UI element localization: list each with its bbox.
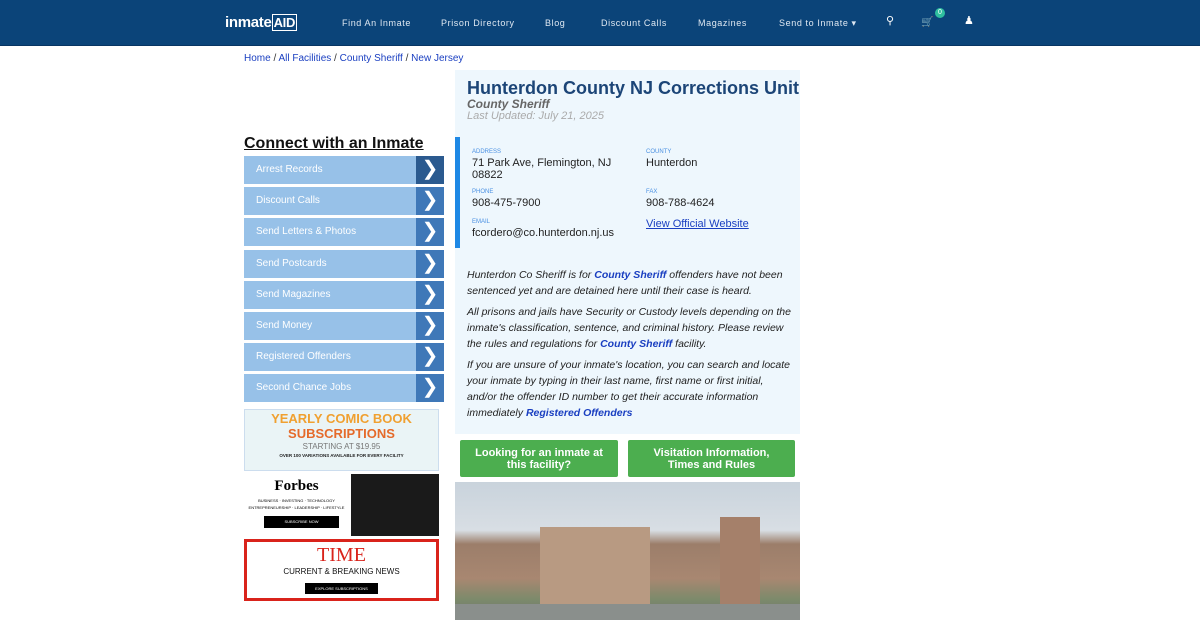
search-icon[interactable]: ⚲ (886, 15, 895, 27)
last-updated: Last Updated: July 21, 2025 (467, 110, 604, 122)
item-label: Second Chance Jobs (256, 382, 352, 394)
county-sheriff-link[interactable]: County Sheriff (600, 338, 673, 350)
time-ad[interactable] (244, 539, 439, 601)
visitation-info-button[interactable]: Visitation Information, Times and Rules (628, 440, 795, 477)
fax-value: 908-788-4624 (646, 197, 715, 209)
item-label: Discount Calls (256, 195, 320, 207)
sidebar-item-send-letters[interactable] (244, 218, 444, 246)
ad-text: OVER 100 VARIATIONS AVAILABLE FOR EVERY FACILITY (279, 453, 404, 458)
chevron-right-icon: ❯ (416, 156, 444, 184)
facility-type: County Sheriff (467, 97, 550, 111)
chevron-right-icon: ❯ (416, 281, 444, 309)
nav-find-an-inmate[interactable]: Find An Inmate (342, 18, 411, 28)
phone-value: 908-475-7900 (472, 197, 541, 209)
sidebar-item-discount-calls[interactable] (244, 187, 444, 215)
sidebar-item-send-magazines[interactable] (244, 281, 444, 309)
description-paragraph (467, 357, 792, 421)
ad-text: CURRENT & BREAKING NEWS (283, 567, 400, 576)
breadcrumb: Home / All Facilities / County Sheriff / New Jersey (244, 53, 464, 64)
item-label: Send Letters & Photos (256, 226, 357, 238)
facility-title: Hunterdon County NJ Corrections Unit (467, 78, 799, 98)
nav-prison-directory[interactable]: Prison Directory (441, 18, 515, 28)
ad-text: SUBSCRIBE NOW (264, 516, 339, 528)
text: If you are unsure of your inmate's location, you can search and locate your inmate by typing in their last name, first name or first initial, and/or the offender ID number to get their accurate information immediately (467, 359, 791, 419)
cart-icon[interactable]: 🛒 (921, 17, 934, 28)
description-paragraph (467, 267, 792, 299)
phone-label: PHONE (472, 189, 494, 195)
info-accent-bar (455, 137, 460, 248)
nav-magazines[interactable]: Magazines (698, 18, 747, 28)
description (467, 267, 792, 426)
breadcrumb-county-sheriff[interactable]: County Sheriff (339, 53, 403, 64)
find-inmate-button[interactable]: Looking for an inmate at this facility? (460, 440, 618, 477)
forbes-ad[interactable] (244, 474, 439, 536)
text: offenders have not been sentenced yet and are detained here until their case is heard. (467, 269, 783, 297)
description-paragraph (467, 304, 792, 352)
ad-text: YEARLY COMIC BOOK (271, 411, 412, 426)
connect-heading: Connect with an Inmate (244, 135, 424, 152)
chevron-right-icon: ❯ (416, 187, 444, 215)
chevron-right-icon: ❯ (416, 250, 444, 278)
registered-offenders-link[interactable]: Registered Offenders (525, 407, 633, 419)
facility-photo (455, 482, 800, 620)
sidebar-item-send-money[interactable] (244, 312, 444, 340)
building-shape (540, 527, 650, 607)
breadcrumb-new-jersey[interactable]: New Jersey (411, 53, 464, 64)
breadcrumb-home[interactable]: Home (244, 53, 271, 64)
chevron-right-icon: ❯ (416, 374, 444, 402)
ad-text: STARTING AT $19.95 (302, 442, 381, 451)
email-value: fcordero@co.hunterdon.nj.us (472, 227, 615, 239)
nav-send-to-inmate[interactable]: Send to Inmate ▾ (779, 18, 857, 28)
ad-text: SUBSCRIPTIONS (288, 426, 395, 441)
ad-text: Forbes (274, 478, 319, 494)
text: facility. (672, 338, 707, 350)
item-label: Registered Offenders (256, 351, 351, 363)
cart-count-badge: 0 (935, 8, 945, 18)
road-shape (455, 604, 800, 620)
fax-label: FAX (646, 189, 658, 195)
ad-text: ENTREPRENEURSHIP · LEADERSHIP · LIFESTYLE (248, 505, 345, 510)
item-label: Send Postcards (256, 257, 327, 269)
official-website-link[interactable]: View Official Website (646, 218, 749, 230)
sidebar-item-registered-offenders[interactable] (244, 343, 444, 371)
sidebar-item-send-postcards[interactable] (244, 250, 444, 278)
text: Hunterdon Co Sheriff is for (467, 269, 595, 281)
ad-text: BUSINESS · INVESTING · TECHNOLOGY (258, 498, 335, 503)
address-label: ADDRESS (472, 149, 502, 155)
county-value: Hunterdon (646, 157, 698, 169)
sidebar-item-arrest-records[interactable] (244, 156, 444, 184)
email-label: EMAIL (472, 219, 491, 225)
chevron-right-icon: ❯ (416, 312, 444, 340)
logo[interactable]: inmate AID (225, 14, 296, 31)
item-label: Send Magazines (256, 288, 331, 300)
tower-shape (720, 517, 760, 607)
sidebar-item-second-chance-jobs[interactable] (244, 374, 444, 402)
sidebar-menu (244, 156, 444, 406)
ad-text: EXPLORE SUBSCRIPTIONS (305, 583, 378, 594)
address-value: 71 Park Ave, Flemington, NJ 08822 (472, 157, 612, 181)
item-label: Arrest Records (256, 164, 323, 175)
breadcrumb-all-facilities[interactable]: All Facilities (278, 53, 332, 64)
county-sheriff-link[interactable]: County Sheriff (594, 269, 667, 281)
top-navbar (0, 0, 1200, 46)
ad-text: TIME (317, 544, 366, 566)
county-label: COUNTY (646, 149, 672, 155)
chevron-right-icon: ❯ (416, 343, 444, 371)
nav-blog[interactable]: Blog (545, 18, 566, 28)
chevron-right-icon: ❯ (416, 218, 444, 246)
user-icon[interactable]: ♟ (964, 15, 974, 27)
comic-subscription-ad[interactable] (244, 409, 439, 471)
item-label: Send Money (256, 319, 313, 331)
nav-discount-calls[interactable]: Discount Calls (601, 18, 667, 28)
text: All prisons and jails have Security or Custody levels depending on the inmate's classification, sentence, and criminal history. Please review the rules and regulations for (467, 306, 791, 350)
